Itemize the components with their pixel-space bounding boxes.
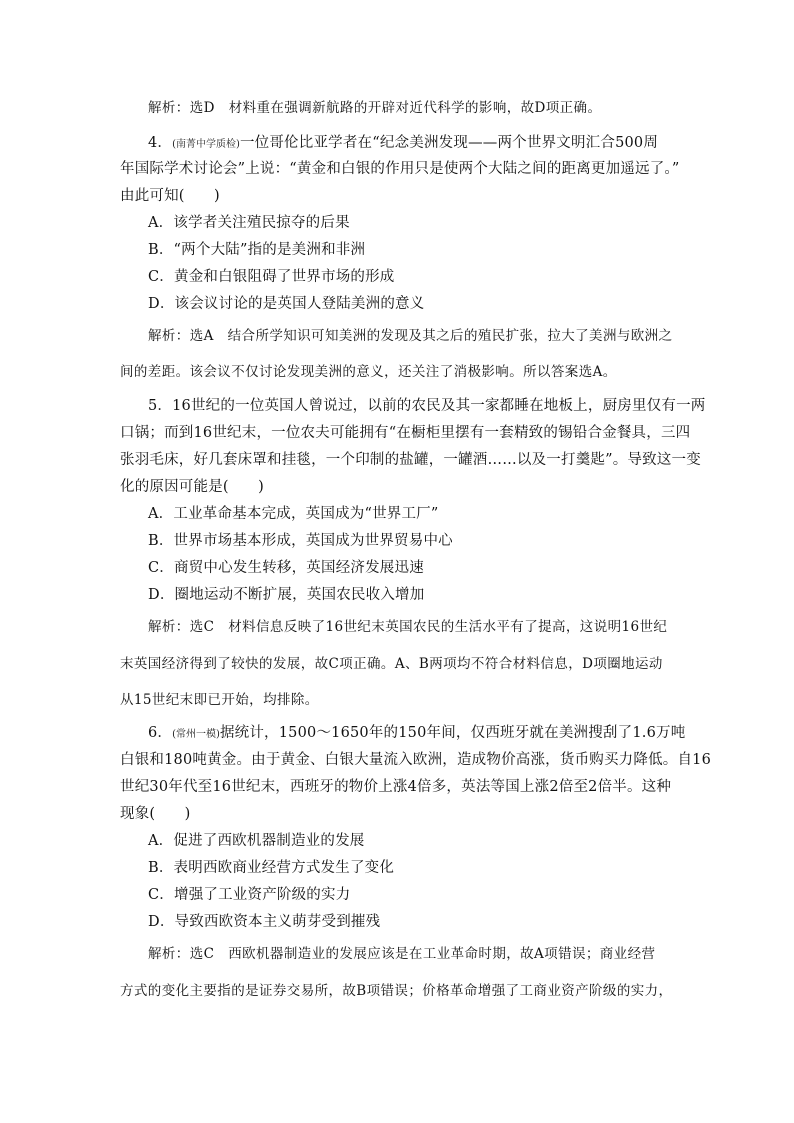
question-6-stem-line-1: [148, 723, 794, 745]
question-4-option-a: A．该学者关注殖民掠夺的后果: [148, 215, 350, 231]
question-5-stem-line-4: 化的原因可能是( ): [120, 479, 265, 495]
question-6-option-a: A．促进了西欧机器制造业的发展: [148, 833, 365, 849]
question-4-stem-line-2: 年国际学术讨论会”上说：“黄金和白银的作用只是使两个大陆之间的距离更加遥远了。”: [120, 161, 680, 177]
question-5-stem-line-3: 张羽毛床，好几套床罩和挂毯，一个印制的盐罐，一罐酒……以及一打羹匙”。导致这一变: [120, 452, 701, 468]
analysis-q5-line-3: 从15世纪末即已开始，均排除。: [120, 692, 319, 708]
question-6-stem-line-2: 白银和180吨黄金。由于黄金、白银大量流入欧洲，造成物价高涨，货币购买力降低。自16: [120, 752, 712, 768]
question-5-option-a: A．工业革命基本完成，英国成为“世界工厂”: [148, 506, 439, 522]
question-number: 4．: [148, 135, 173, 151]
analysis-q6-line-2: 方式的变化主要指的是证券交易所，故B项错误；价格革命增强了工商业资产阶级的实力，: [120, 983, 673, 999]
question-text: 一位哥伦比亚学者在“纪念美洲发现——两个世界文明汇合500周: [239, 135, 659, 151]
analysis-q5-line-1: 解析：选C 材料信息反映了16世纪末英国农民的生活水平有了提高，这说明16世纪: [148, 619, 668, 635]
question-4-stem-line-3: 由此可知( ): [120, 188, 220, 204]
question-6-stem-line-3: 世纪30年代至16世纪末，西班牙的物价上涨4倍多，英法等国上涨2倍至2倍半。这种: [120, 779, 672, 795]
question-4-stem-line-1: [148, 133, 794, 155]
question-6-option-b: B．表明西欧商业经营方式发生了变化: [148, 860, 395, 876]
question-5-option-b: B．世界市场基本形成，英国成为世界贸易中心: [148, 533, 453, 549]
analysis-q6-line-1: 解析：选C 西欧机器制造业的发展应该是在工业革命时期，故A项错误；商业经营: [148, 946, 656, 962]
analysis-q4-line-1: 解析：选A 结合所学知识可知美洲的发现及其之后的殖民扩张，拉大了美洲与欧洲之: [148, 328, 673, 344]
question-source-tag: (常州一模): [172, 729, 220, 740]
analysis-q3-line-1: 解析：选D 材料重在强调新航路的开辟对近代科学的影响，故D项正确。: [148, 100, 602, 116]
question-6-option-c: C．增强了工业资产阶级的实力: [148, 887, 351, 903]
question-4-option-d: D．该会议讨论的是英国人登陆美洲的意义: [148, 296, 425, 312]
question-number: 6．: [148, 725, 173, 741]
question-5-stem-line-2: 口锅；而到16世纪末，一位农夫可能拥有“在橱柜里摆有一套精致的锡铅合金餐具，三四: [120, 425, 691, 441]
question-4-option-b: B．“两个大陆”指的是美洲和非洲: [148, 242, 366, 258]
analysis-q5-line-2: 末英国经济得到了较快的发展，故C项正确。A、B两项均不符合材料信息，D项圈地运动: [120, 656, 663, 672]
question-6-stem-line-4: 现象( ): [120, 806, 191, 822]
question-text: 据统计，1500～1650年的150年间，仅西班牙就在美洲搜刮了1.6万吨: [219, 725, 686, 741]
question-4-option-c: C．黄金和白银阻碍了世界市场的形成: [148, 269, 395, 285]
question-5-option-c: C．商贸中心发生转移，英国经济发展迅速: [148, 560, 424, 576]
question-6-option-d: D．导致西欧资本主义萌芽受到摧残: [148, 914, 381, 930]
question-5-stem-line-1: 5．16世纪的一位英国人曾说过，以前的农民及其一家都睡在地板上，厨房里仅有一两: [148, 398, 706, 414]
analysis-q4-line-2: 间的差距。该会议不仅讨论发现美洲的意义，还关注了消极影响。所以答案选A。: [120, 364, 617, 380]
question-5-option-d: D．圈地运动不断扩展，英国农民收入增加: [148, 587, 425, 603]
question-source-tag: (南菁中学质检): [172, 139, 240, 150]
